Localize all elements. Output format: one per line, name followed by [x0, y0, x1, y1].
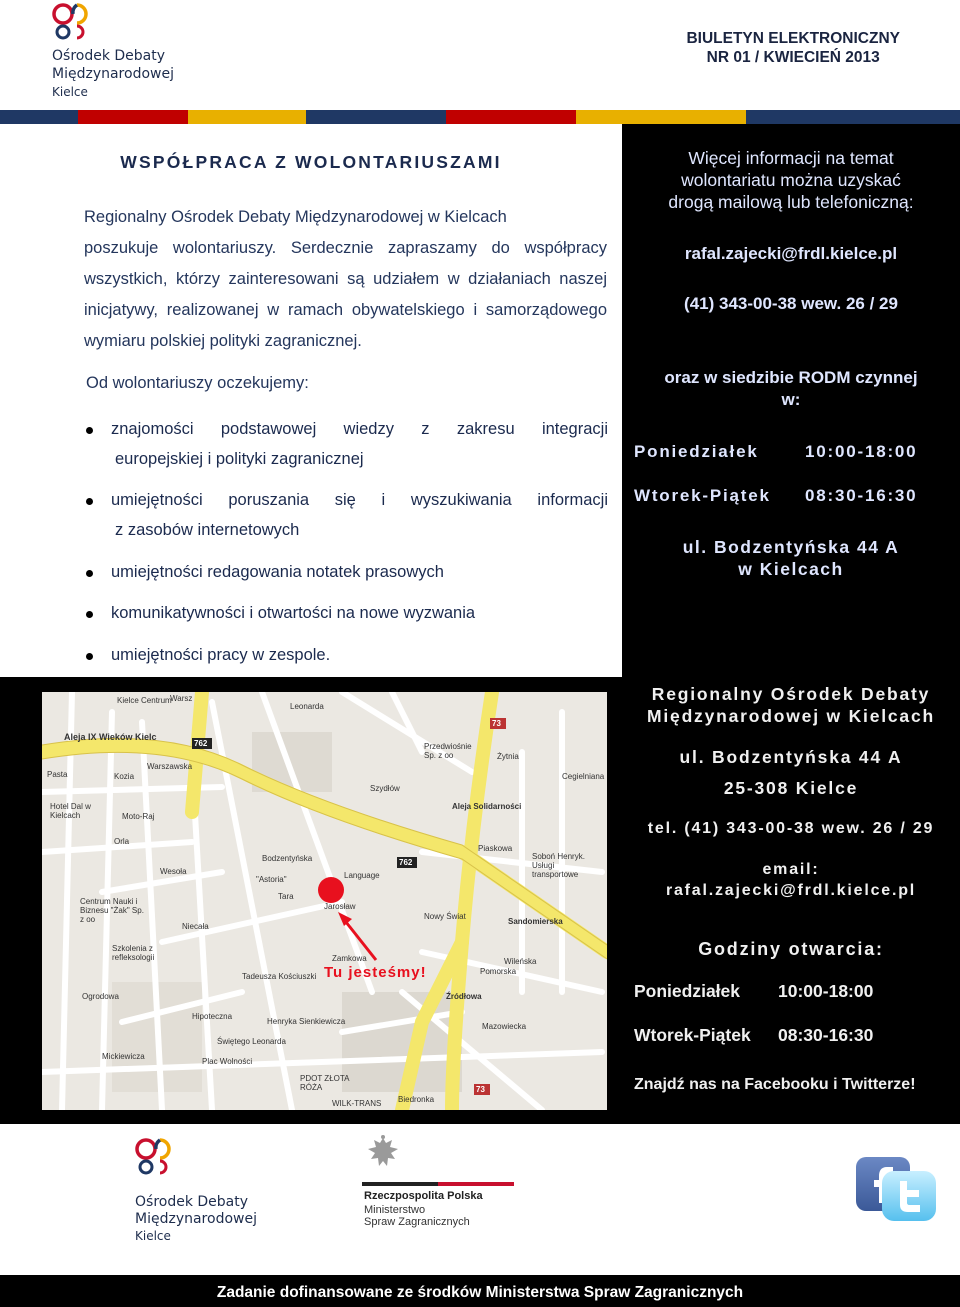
route-shield: 762 — [194, 739, 208, 748]
map-label: Nowy Świat — [424, 912, 466, 921]
more-info-text — [622, 147, 960, 213]
logo-line1: Ośrodek Debaty — [52, 48, 166, 64]
bulletin-header — [686, 29, 900, 67]
office-hours-intro — [622, 367, 960, 411]
bullet-icon — [86, 570, 93, 577]
map-label: Hipoteczna — [192, 1012, 233, 1021]
contact-phone: (41) 343-00-38 wew. 26 / 29 — [684, 294, 898, 313]
ministry-line1: Rzeczpospolita Polska — [364, 1190, 483, 1202]
requirement-continuation: europejskiej i polityki zagranicznej — [115, 450, 364, 468]
route-shield: 762 — [399, 858, 413, 867]
requirement-text: komunikatywności i otwartości na nowe wyzwania — [111, 604, 476, 622]
map-label: Sandomierska — [508, 917, 563, 926]
footer-logo-line1: Ośrodek Debaty — [135, 1194, 249, 1210]
map-label: Mickiewicza — [102, 1052, 145, 1061]
org-name-line: Międzynarodowej w Kielcach — [647, 706, 935, 726]
org-name — [622, 683, 960, 727]
location-band — [0, 677, 960, 1124]
bulletin-issue: NR 01 / KWIECIEŃ 2013 — [706, 49, 880, 66]
map-label: Leonarda — [290, 702, 324, 711]
stripe-segment — [746, 110, 960, 124]
hours-row — [634, 486, 918, 506]
map-label: Aleja Solidarności — [452, 802, 522, 811]
hours-row — [634, 442, 918, 462]
map-label: Biedronka — [398, 1095, 435, 1104]
hours-day: Wtorek-Piątek — [634, 1025, 751, 1045]
twitter-icon[interactable] — [882, 1171, 936, 1221]
requirement-item — [86, 598, 608, 628]
map-label: Jarosław — [324, 902, 356, 911]
requirement-continuation: z zasobów internetowych — [115, 521, 300, 539]
map-label: Wesoła — [160, 867, 187, 876]
map-label: Wileńska — [504, 957, 537, 966]
org-zip: 25-308 Kielce — [723, 778, 859, 798]
map-label: Mazowiecka — [482, 1022, 527, 1031]
org-info-panel — [622, 677, 960, 1124]
section-title: WSPÓŁPRACA Z WOLONTARIUSZAMI — [120, 152, 502, 172]
map-label: "Astoria" — [256, 875, 287, 884]
hours-time: 08:30-16:30 — [778, 1025, 874, 1045]
address-line: ul. Bodzentyńska 44 A — [682, 537, 900, 557]
map-label: PDOT ZŁOTA RÓŻA — [300, 1074, 350, 1092]
opening-hours-row — [634, 981, 874, 1002]
hours-time: 10:00-18:00 — [778, 981, 874, 1001]
hours-day: Wtorek-Piątek — [634, 486, 771, 505]
ministry-line2: Ministerstwo — [364, 1204, 426, 1216]
map-label: Centrum Nauki i Biznesu "Żak" Sp. z oo — [80, 897, 144, 924]
bullet-icon — [86, 611, 93, 618]
bulletin-title: BIULETYN ELEKTRONICZNY — [686, 30, 900, 47]
map-label: Niecała — [182, 922, 209, 931]
intro-first-line: Regionalny Ośrodek Debaty Międzynarodowej w Kielcach — [84, 208, 507, 226]
office-line: oraz w siedzibie RODM czynnej — [664, 368, 918, 387]
map-label: Źródłowa — [446, 992, 482, 1001]
stripe-segment — [306, 110, 446, 124]
map-label: Pomorska — [480, 967, 517, 976]
volunteer-section — [0, 124, 622, 677]
footer-logo-line3: Kielce — [135, 1229, 171, 1243]
opening-hours-row — [634, 1025, 874, 1046]
org-phone: tel. (41) 343-00-38 wew. 26 / 29 — [647, 820, 935, 837]
stripe-segment — [0, 110, 78, 124]
bullet-icon — [86, 498, 93, 505]
office-line: w: — [781, 390, 801, 409]
email-link[interactable]: rafal.zajecki@frdl.kielce.pl — [665, 882, 917, 899]
org-name-line: Regionalny Ośrodek Debaty — [651, 684, 931, 704]
map-label: WILK-TRANS — [332, 1099, 382, 1108]
expectations-title: Od wolontariuszy oczekujemy: — [86, 374, 309, 392]
map-label: Language — [344, 871, 380, 880]
odm-logo-mark-icon — [50, 2, 110, 40]
color-stripe — [0, 110, 960, 124]
funding-notice: Zadanie dofinansowane ze środków Ministerstwa Spraw Zagranicznych — [216, 1284, 744, 1301]
footer-logo-line2: Międzynarodowej — [135, 1211, 257, 1227]
requirement-item — [86, 640, 608, 670]
funding-bar — [0, 1275, 960, 1307]
requirement-item — [86, 414, 608, 474]
email-label: email: — [762, 861, 820, 878]
stripe-segment — [446, 110, 576, 124]
map-label: Warszawska — [147, 762, 193, 771]
hours-time: 10:00-18:00 — [805, 442, 918, 461]
location-map[interactable] — [42, 692, 607, 1110]
requirement-item — [86, 557, 608, 587]
map-label: Ogrodowa — [82, 992, 119, 1001]
ministry-logo — [362, 1134, 522, 1244]
map-label: Bodzentyńska — [262, 854, 313, 863]
intro-rest: poszukuje wolontariuszy. Serdecznie zapraszamy do współpracy wszystkich, którzy zainteresowani są udziałem w działaniach naszej inicjatywy, realizowanej w ramach obywatelskiego i samorządowego wymiaru polskiej polityki zagranicznej. — [84, 239, 607, 350]
address-line: w Kielcach — [738, 559, 844, 579]
intro-paragraph — [84, 202, 607, 357]
logo-line3: Kielce — [52, 85, 88, 99]
contact-email-link[interactable]: rafal.zajecki@frdl.kielce.pl — [684, 244, 898, 263]
odm-logo-mark-icon — [133, 1134, 193, 1178]
map-label: Szydłów — [370, 784, 400, 793]
stripe-segment — [576, 110, 746, 124]
office-address — [622, 536, 960, 580]
map-label: Warsz — [170, 694, 193, 703]
map-label: Orla — [114, 837, 130, 846]
requirement-item — [86, 485, 608, 545]
stripe-segment — [188, 110, 306, 124]
map-label: Piaskowa — [478, 844, 513, 853]
map-label: Pasta — [47, 770, 68, 779]
social-media-link[interactable]: Znajdź nas na Facebooku i Twitterze! — [634, 1076, 916, 1093]
requirement-text: umiejętności poruszania się i wyszukiwania informacji — [111, 491, 608, 509]
map-label: Tadeusza Kościuszki — [242, 972, 317, 981]
map-label: Kozia — [114, 772, 135, 781]
hours-time: 08:30-16:30 — [805, 486, 918, 505]
requirement-text: umiejętności pracy w zespole. — [111, 646, 331, 664]
map-label: Świętego Leonarda — [217, 1037, 286, 1046]
footer-odm-logo — [133, 1134, 273, 1243]
ministry-stripe — [362, 1182, 514, 1186]
twitter-glyph-icon — [882, 1171, 936, 1221]
bullet-icon — [86, 653, 93, 660]
org-street: ul. Bodzentyńska 44 A — [679, 747, 903, 767]
map-label: Aleja IX Wieków Kielc — [64, 732, 157, 742]
opening-hours-title: Godziny otwarcia: — [698, 939, 884, 959]
map-label: Tara — [278, 892, 294, 901]
hours-day: Poniedziałek — [634, 981, 741, 1001]
map-label: Soboń Henryk. Usługi transportowe — [532, 852, 585, 879]
polish-eagle-icon — [365, 1134, 401, 1176]
stripe-segment — [78, 110, 188, 124]
logo-line2: Międzynarodowej — [52, 66, 174, 82]
hours-day: Poniedziałek — [634, 442, 759, 461]
more-info-line: drogą mailową lub telefoniczną: — [668, 192, 914, 212]
route-shield: 73 — [476, 1085, 485, 1094]
contact-panel — [622, 124, 960, 677]
map-label: Plac Wolności — [202, 1057, 253, 1066]
map-label: Kielce Centrum — [117, 696, 172, 705]
location-marker-icon — [318, 877, 344, 903]
map-label: Przedwiośnie Sp. z oo — [424, 742, 472, 760]
map-label: Hotel Dal w Kielcach — [50, 802, 91, 820]
map-label: Cegielniana — [562, 772, 605, 781]
you-are-here-label: Tu jesteśmy! — [324, 964, 427, 981]
more-info-line: wolontariatu można uzyskać — [681, 170, 901, 190]
requirement-text: znajomości podstawowej wiedzy z zakresu integracji — [111, 420, 608, 438]
map-label: Szkolenia z refleksologii — [112, 944, 155, 962]
bullet-icon — [86, 427, 93, 434]
header-logo — [50, 2, 190, 102]
org-email — [622, 859, 960, 901]
ministry-line3: Spraw Zagranicznych — [364, 1216, 470, 1228]
more-info-line: Więcej informacji na temat — [688, 148, 894, 168]
map-label: Henryka Sienkiewicza — [267, 1017, 346, 1026]
route-shield: 73 — [492, 719, 501, 728]
map-label: Moto-Raj — [122, 812, 155, 821]
map-label: Zamkowa — [332, 954, 367, 963]
requirement-text: umiejętności redagowania notatek prasowych — [111, 563, 444, 581]
map-label: Żytnia — [497, 752, 519, 761]
